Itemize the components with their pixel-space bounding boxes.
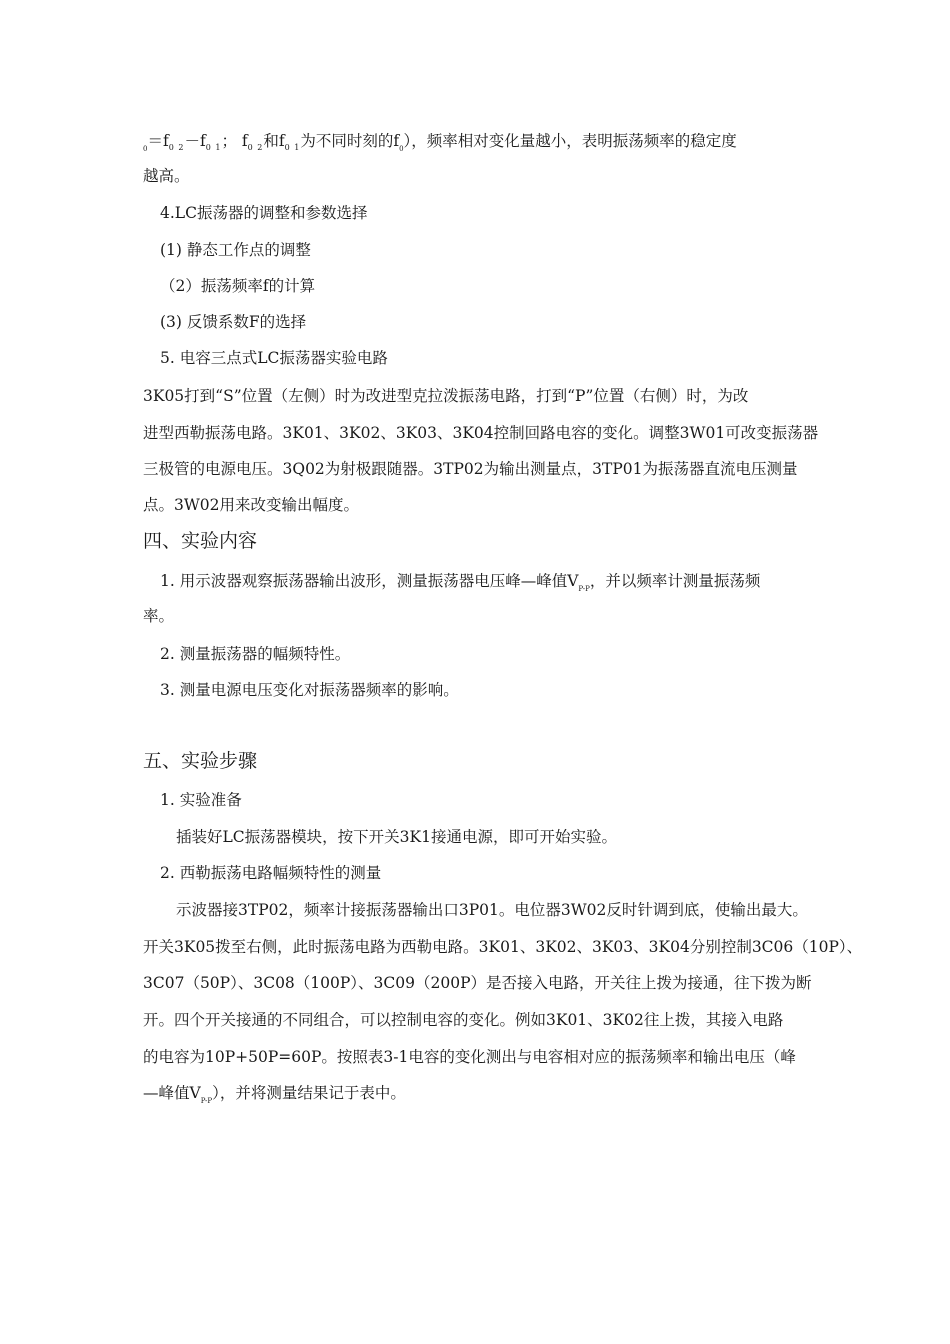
- paragraph-line: 开关3K05拨至右侧，此时振荡电路为西勒电路。3K01、3K02、3K03、3K04分别控制3C06（10P）、: [143, 938, 863, 956]
- section-title: 4.LC振荡器的调整和参数选择: [160, 204, 368, 222]
- formula-text: 为不同时刻的f: [300, 132, 400, 150]
- paragraph-text: ），并将测量结果记于表中。: [212, 1084, 406, 1102]
- paragraph-line: 越高。: [143, 167, 190, 185]
- formula-line: [143, 130, 737, 160]
- list-item: 1. 实验准备: [160, 791, 242, 809]
- list-item-text: 1. 用示波器观察振荡器输出波形，测量振荡器电压峰—峰值V: [160, 572, 579, 590]
- list-item-text: ，并以频率计测量振荡频: [589, 572, 761, 590]
- list-item: (3) 反馈系数F的选择: [160, 313, 307, 331]
- paragraph-text: —峰值V: [143, 1084, 201, 1102]
- subscript: P-P: [200, 1097, 213, 1105]
- paragraph-line: 点。3W02用来改变输出幅度。: [143, 496, 360, 514]
- list-item: （2）振荡频率f的计算: [160, 277, 316, 295]
- subscript: 0: [143, 145, 148, 153]
- subscript: 0 2: [168, 143, 185, 152]
- paragraph-line: 3K05打到“S”位置（左侧）时为改进型克拉泼振荡电路，打到“P”位置（右侧）时，为改: [143, 387, 749, 405]
- list-item: [160, 570, 760, 600]
- formula-text: ＝f: [147, 132, 169, 150]
- list-item: 3. 测量电源电压变化对振荡器频率的影响。: [160, 681, 459, 699]
- formula-text: －f: [184, 132, 206, 150]
- section-heading: 五、实验步骤: [143, 750, 258, 772]
- paragraph-line: 的电容为10P+50P=60P。按照表3-1电容的变化测出与电容相对应的振荡频率和输出电压（峰: [143, 1048, 796, 1066]
- subscript: P-P: [578, 585, 590, 593]
- paragraph-line: 开。四个开关接通的不同组合，可以控制电容的变化。例如3K01、3K02往上拨，其接入电路: [143, 1011, 784, 1029]
- subscript: 0: [399, 145, 404, 153]
- formula-text: ），频率相对变化量越小，表明振荡频率的稳定度: [403, 132, 737, 150]
- section-heading: 四、实验内容: [143, 530, 258, 552]
- paragraph-line: 率。: [143, 607, 175, 625]
- formula-text: 和f: [263, 132, 285, 150]
- paragraph-line: 进型西勒振荡电路。3K01、3K02、3K03、3K04控制回路电容的变化。调整3W01可改变振荡器: [143, 424, 819, 442]
- section-title: 5. 电容三点式LC振荡器实验电路: [160, 349, 388, 367]
- subscript: 0 2: [247, 143, 264, 152]
- list-item: 2. 测量振荡器的幅频特性。: [160, 645, 351, 663]
- list-item: (1) 静态工作点的调整: [160, 241, 311, 259]
- paragraph-line: [143, 1082, 406, 1112]
- subscript: 0 1: [284, 143, 301, 152]
- formula-text: ； f: [221, 132, 248, 150]
- paragraph-line: 示波器接3TP02，频率计接振荡器输出口3P01。电位器3W02反时针调到底，使输出最大。: [176, 901, 808, 919]
- subscript: 0 1: [205, 143, 222, 152]
- paragraph-line: 3C07（50P）、3C08（100P）、3C09（200P）是否接入电路，开关往上拨为接通，往下拨为断: [143, 974, 812, 992]
- paragraph-line: 三极管的电源电压。3Q02为射极跟随器。3TP02为输出测量点，3TP01为振荡器直流电压测量: [143, 460, 798, 478]
- list-item: 2. 西勒振荡电路幅频特性的测量: [160, 864, 382, 882]
- paragraph-line: 插装好LC振荡器模块，按下开关3K1接通电源，即可开始实验。: [176, 828, 617, 846]
